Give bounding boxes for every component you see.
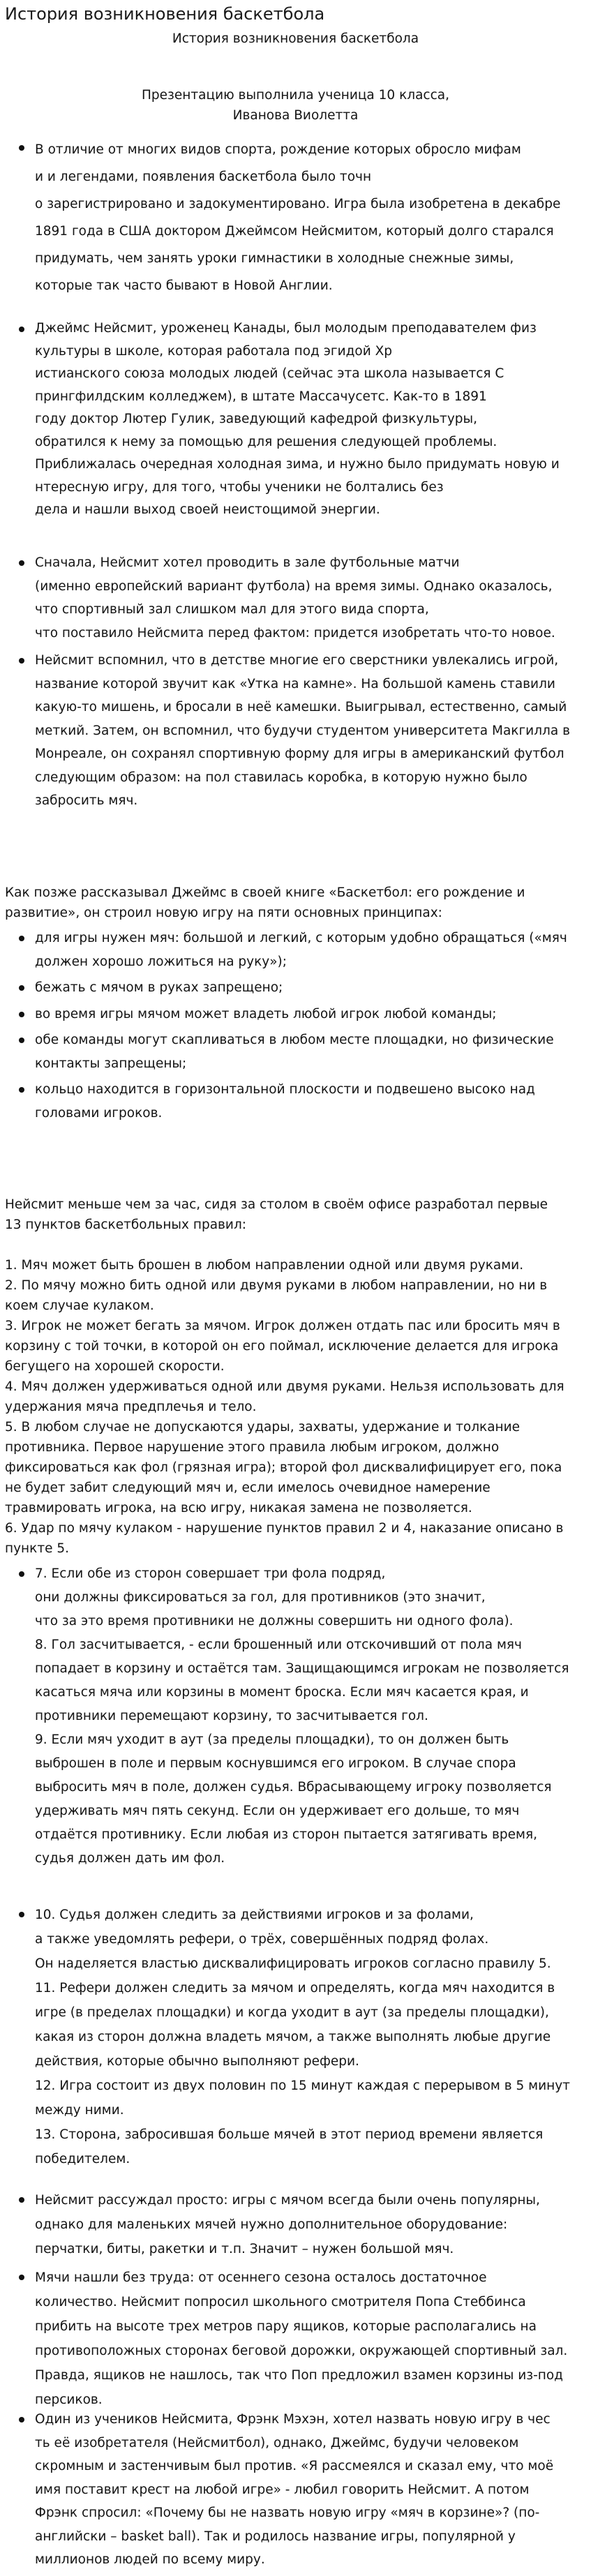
list-item — [35, 1028, 567, 1075]
rule-line: 1. Мяч может быть брошен в любом направлении одной или двумя руками. — [5, 1258, 524, 1273]
list-item-line: истианского союза молодых людей (сейчас эта школа называется С — [35, 366, 504, 381]
rule-line: 5. В любом случае не допускаются удары, захваты, удержание и толкание — [5, 1420, 521, 1435]
list-item-line: выбросить мяч в поле, должен судья. Вбрасывающему игроку позволяется — [35, 1780, 552, 1795]
list-item-line: миллионов людей по всему миру. — [35, 2552, 265, 2567]
list-item-line: они должны фиксироваться за гол, для противников (это значит, — [35, 1590, 486, 1605]
list-item-line: 13. Сторона, забросившая больше мячей в этот период времени является — [35, 2127, 544, 2142]
list-item-line: противоположных сторонах беговой дорожки, окружающей спортивный зал. — [35, 2344, 568, 2358]
list-item-line: противники перемещают корзину, то засчитывается гол. — [35, 1709, 428, 1723]
bullet-list-naismith — [35, 317, 560, 522]
list-item-line: судья должен дать им фол. — [35, 1851, 225, 1866]
list-item-line: и и легендами, появления баскетбола было точн — [35, 170, 372, 184]
list-item-line: победителем. — [35, 2152, 130, 2166]
list-item-line: удерживать мяч пять секунд. Если он удерживает его дольше, то мяч — [35, 1804, 520, 1818]
list-item-line: однако для маленьких мячей нужно дополнительное оборудование: — [35, 2217, 508, 2232]
author-line: Иванова Виолетта — [232, 108, 359, 123]
list-item-line: головами игроков. — [35, 1105, 163, 1121]
list-item-line: персиков. — [35, 2392, 103, 2407]
list-item-line: 12. Игра состоит из двух половин по 15 минут каждая с перерывом в 5 минут — [35, 2079, 570, 2093]
paragraph-line: Как позже рассказывал Джеймс в своей книге «Баскетбол: его рождение и — [5, 885, 525, 900]
bullet-list-principles — [35, 927, 567, 1125]
list-item-line: Правда, ящиков не нашлось, так что Поп предложил взамен корзины из-под — [35, 2368, 563, 2383]
list-item — [35, 1903, 570, 2171]
list-item-line: Фрэнк спросил: «Почему бы не назвать новую игру «мяч в корзине»? (по- — [35, 2506, 540, 2520]
list-item-line: попадает в корзину и остаётся там. Защищающимся игрокам не позволяется — [35, 1661, 569, 1676]
list-item-line: а также уведомлять рефери, о трёх, совершённых подряд фолах. — [35, 1932, 489, 1947]
list-item-line: какую-то мишень, и бросали в неё камешки. Выигрывал, естественно, самый — [35, 700, 567, 714]
list-item-line: контакты запрещены; — [35, 1056, 187, 1071]
list-item-line: 1891 года в США доктором Джеймсом Нейсмитом, который долго старался — [35, 224, 554, 239]
list-item-line: которые так часто бывают в Новой Англии. — [35, 278, 333, 293]
list-item-line: должен хорошо ложиться на руку»); — [35, 954, 287, 969]
list-item-line: Приближалась очередная холодная зима, и нужно было придумать новую и — [35, 457, 560, 472]
list-item-line: обе команды могут скапливаться в любом месте площадки, но физические — [35, 1033, 554, 1047]
list-item-line: что спортивный зал слишком мал для этого вида спорта, — [35, 602, 429, 617]
list-item-line: следующим образом: на пол ставилась коробка, в которую нужно было — [35, 770, 528, 785]
list-item-line: нтересную игру, для того, чтобы ученики не болтались без — [35, 479, 444, 495]
list-item-line: Один из учеников Нейсмита, Фрэнк Мэхэн, хотел назвать новую игру в чес — [35, 2412, 551, 2427]
list-item — [35, 551, 570, 645]
paragraph-line: 13 пунктов баскетбольных правил: — [5, 1218, 247, 1232]
list-item-line: кольцо находится в горизонтальной плоскости и подвешено высоко над — [35, 1082, 535, 1097]
list-item-line: название которой звучит как «Утка на камне». На большой камень ставили — [35, 676, 555, 691]
bullet-list-origin — [35, 136, 560, 299]
list-item-line: Джеймс Нейсмит, уроженец Канады, был молодым преподавателем физ — [35, 321, 537, 336]
bullet-list-name — [35, 2408, 553, 2572]
rule-line: 3. Игрок не может бегать за мячом. Игрок должен отдать пас или бросить мяч в — [5, 1319, 560, 1333]
list-item-line: культуры в школе, которая работала под эгидой Хр — [35, 343, 393, 359]
list-item-line: 9. Если мяч уходит в аут (за пределы площадки), то он должен быть — [35, 1732, 509, 1747]
rules-list — [5, 1255, 564, 1559]
list-item-line: 7. Если обе из сторон совершает три фола подряд, — [35, 1566, 386, 1581]
list-item-line: Нейсмит вспомнил, что в детстве многие его сверстники увлекались игрой, — [35, 653, 559, 668]
list-item-line: прибить на высоте трех метров пару ящиков, которые располагались на — [35, 2319, 537, 2334]
list-item-line: что поставило Нейсмита перед фактом: придется изобретать что-то новое. — [35, 625, 555, 641]
list-item-line: игре (в пределах площадки) и когда уходит в аут (за пределы площадки), — [35, 2005, 549, 2020]
rule-line: корзину с той точки, в которой он его поймал, исключение делается для игрока — [5, 1339, 559, 1354]
paragraph-line: Нейсмит меньше чем за час, сидя за столом в своём офисе разработал первые — [5, 1197, 548, 1212]
list-item — [35, 136, 560, 299]
list-item-line: придумать, чем занять уроки гимнастики в холодные снежные зимы, — [35, 251, 514, 266]
list-item — [35, 976, 567, 1000]
document-subtitle: История возникновения баскетбола — [172, 31, 419, 46]
rule-line: 6. Удар по мячу кулаком - нарушение пунктов правил 2 и 4, наказание описано в — [5, 1521, 564, 1536]
list-item-line: году доктор Лютер Гулик, заведующий кафедрой физкультуры, — [35, 412, 478, 426]
bullet-list-invention — [35, 551, 570, 813]
list-item-line: отдаётся противнику. Если любая из сторон пытается затягивать время, — [35, 1827, 537, 1842]
paragraph-line: развитие», он строил новую игру на пяти основных принципах: — [5, 906, 442, 920]
list-item-line: 10. Судья должен следить за действиями игроков и за фолами, — [35, 1908, 474, 1922]
list-item-line: какая из сторон должна владеть мячом, а также выполнять любые другие — [35, 2030, 551, 2044]
list-item-line: о зарегистрировано и задокументировано. Игра была изобретена в декабре — [35, 197, 561, 211]
rule-line: фиксироваться как фол (грязная игра); второй фол дисквалифицирует его, пока — [5, 1460, 562, 1475]
rule-line: 4. Мяч должен удерживаться одной или двумя руками. Нельзя использовать для — [5, 1379, 564, 1394]
list-item-line: 11. Рефери должен следить за мячом и определять, когда мяч находится в — [35, 1981, 555, 1995]
list-item-line: Мячи нашли без труда: от осеннего сезона осталось достаточное — [35, 2270, 487, 2285]
rule-line: бегущего на хорошей скорости. — [5, 1359, 225, 1374]
author-credit — [0, 85, 591, 126]
list-item-line: прингфилдским колледжем), в штате Массачусетс. Как-то в 1891 — [35, 389, 487, 404]
rule-line: противника. Первое нарушение этого правила любым игроком, должно — [5, 1440, 500, 1455]
list-item — [35, 2188, 567, 2261]
rule-line: не будет забит следующий мяч и, если имелось очевидное намерение — [5, 1481, 491, 1495]
list-item-line: что за это время противники не должны совершить ни одного фола). — [35, 1614, 514, 1628]
list-item-line: ть её изобретателя (Нейсмитбол), однако, Джеймс, будучи человеком — [35, 2435, 519, 2450]
list-item-line: количество. Нейсмит попросил школьного смотрителя Попа Стеббинса — [35, 2295, 526, 2309]
rule-line: коем случае кулаком. — [5, 1298, 154, 1313]
rule-line: удержания мяча предплечья и тело. — [5, 1400, 257, 1414]
list-item-line: Сначала, Нейсмит хотел проводить в зале футбольные матчи — [35, 555, 460, 570]
list-item-line: перчатки, биты, ракетки и т.п. Значит – нужен большой мяч. — [35, 2242, 454, 2256]
list-item-line: Нейсмит рассуждал просто: игры с мячом всегда были очень популярны, — [35, 2193, 540, 2208]
list-item-line: бежать с мячом в руках запрещено; — [35, 980, 283, 995]
list-item-line: скромным и застенчивым был против. «Я рассмеялся и сказал ему, что моё — [35, 2459, 554, 2473]
rules-intro — [5, 1195, 548, 1235]
list-item — [35, 317, 560, 522]
list-item — [35, 927, 567, 973]
list-item-line: английски – basket ball). Так и родилось название игры, популярной у — [35, 2529, 516, 2544]
list-item-line: между ними. — [35, 2103, 124, 2118]
list-item-line: действия, которые обычно выполняют рефери. — [35, 2054, 359, 2069]
list-item — [35, 1003, 567, 1026]
list-item-line: выброшен в поле и первым коснувшимся его игроком. В случае спора — [35, 1756, 516, 1771]
author-line: Презентацию выполнила ученица 10 класса, — [142, 88, 449, 103]
list-item-line: дела и нашли выход своей неистощимой энергии. — [35, 502, 380, 517]
list-item-line: обратился к нему за помощью для решения следующей проблемы. — [35, 434, 498, 449]
list-item — [35, 1562, 569, 1871]
list-item-line: Монреале, он сохранял спортивную форму для игры в американский футбол — [35, 747, 564, 761]
page-title: История возникновения баскетбола — [5, 4, 325, 24]
list-item-line: Он наделяется властью дисквалифицировать игроков согласно правилу 5. — [35, 1956, 551, 1971]
list-item-line: В отличие от многих видов спорта, рождение которых обросло мифам — [35, 142, 521, 157]
list-item-line: касаться мяча или корзины в момент броска. Если мяч касается края, и — [35, 1685, 529, 1700]
rule-line: травмировать игрока, на всю игру, никакая замена не позволяется. — [5, 1501, 472, 1515]
list-item-line: меткий. Затем, он вспомнил, что будучи студентом университета Макгилла в — [35, 723, 570, 738]
list-item — [35, 1078, 567, 1125]
list-item — [35, 2266, 567, 2412]
list-item-line: забросить мяч. — [35, 793, 138, 808]
bullet-list-rules-10-13 — [35, 1903, 570, 2171]
bullet-list-rules-7-9 — [35, 1562, 569, 1871]
list-item — [35, 649, 570, 813]
list-item-line: (именно европейский вариант футбола) на время зимы. Однако оказалось, — [35, 578, 553, 594]
list-item — [35, 2408, 553, 2572]
list-item-line: для игры нужен мяч: большой и легкий, с которым удобно обращаться («мяч — [35, 931, 567, 945]
bullet-list-balls — [35, 2188, 567, 2412]
intro-paragraph — [5, 883, 525, 923]
list-item-line: 8. Гол засчитывается, - если брошенный или отскочивший от пола мяч — [35, 1638, 522, 1652]
rule-line: 2. По мячу можно бить одной или двумя руками в любом направлении, но ни в — [5, 1278, 548, 1293]
list-item-line: во время игры мячом может владеть любой игрок любой команды; — [35, 1006, 497, 1021]
list-item-line: имя поставит крест на любой игре» - любил говорить Нейсмит. А потом — [35, 2482, 530, 2497]
rule-line: пункте 5. — [5, 1541, 70, 1556]
